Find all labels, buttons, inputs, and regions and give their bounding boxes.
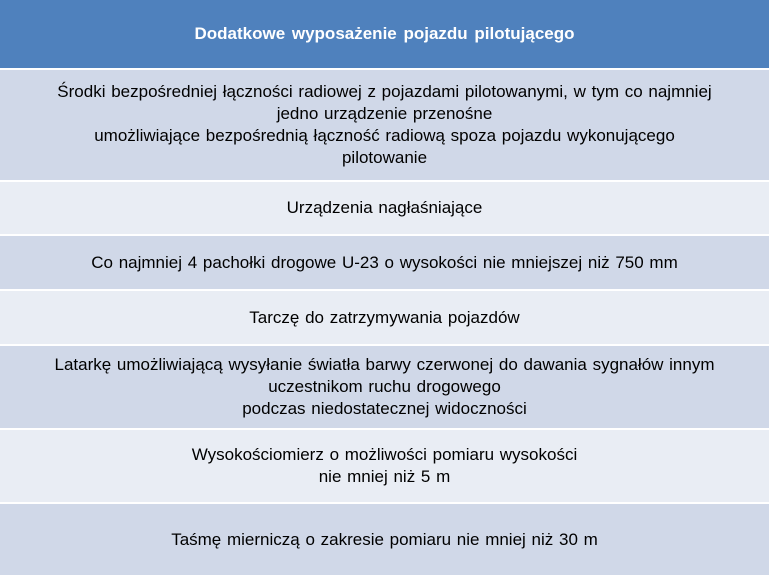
table-header-text: Dodatkowe wyposażenie pojazdu pilotującego bbox=[194, 24, 575, 43]
row-text-line: podczas niedostatecznej widoczności bbox=[242, 399, 527, 418]
table-header bbox=[0, 0, 769, 70]
row-text-line: uczestnikom ruchu drogowego bbox=[268, 377, 501, 396]
row-text-line: Co najmniej 4 pachołki drogowe U-23 o wysokości nie mniejszej niż 750 mm bbox=[91, 252, 678, 272]
row-text-line: nie mniej niż 5 m bbox=[318, 467, 451, 486]
row-text-line: Tarczę do zatrzymywania pojazdów bbox=[249, 307, 520, 327]
row-text-line: jedno urządzenie przenośne bbox=[276, 104, 493, 123]
table-row bbox=[0, 291, 769, 346]
table-row bbox=[0, 346, 769, 430]
row-text-line: pilotowanie bbox=[341, 148, 428, 167]
row-text-line: Urządzenia nagłaśniające bbox=[286, 198, 483, 217]
table-row bbox=[0, 182, 769, 236]
table-row bbox=[0, 70, 769, 182]
row-text-line: Taśmę mierniczą o zakresie pomiaru nie mniej niż 30 m bbox=[171, 529, 598, 549]
table-row bbox=[0, 430, 769, 504]
row-text-line: umożliwiające bezpośrednią łączność radiową spoza pojazdu wykonującego bbox=[94, 126, 675, 145]
row-text-line: Latarkę umożliwiającą wysyłanie światła barwy czerwonej do dawania sygnałów innym bbox=[54, 355, 715, 374]
row-text-line: Środki bezpośredniej łączności radiowej z pojazdami pilotowanymi, w tym co najmniej bbox=[57, 82, 712, 101]
table-row bbox=[0, 236, 769, 291]
row-text-line: Wysokościomierz o możliwości pomiaru wysokości bbox=[191, 445, 578, 464]
table-row bbox=[0, 504, 769, 575]
